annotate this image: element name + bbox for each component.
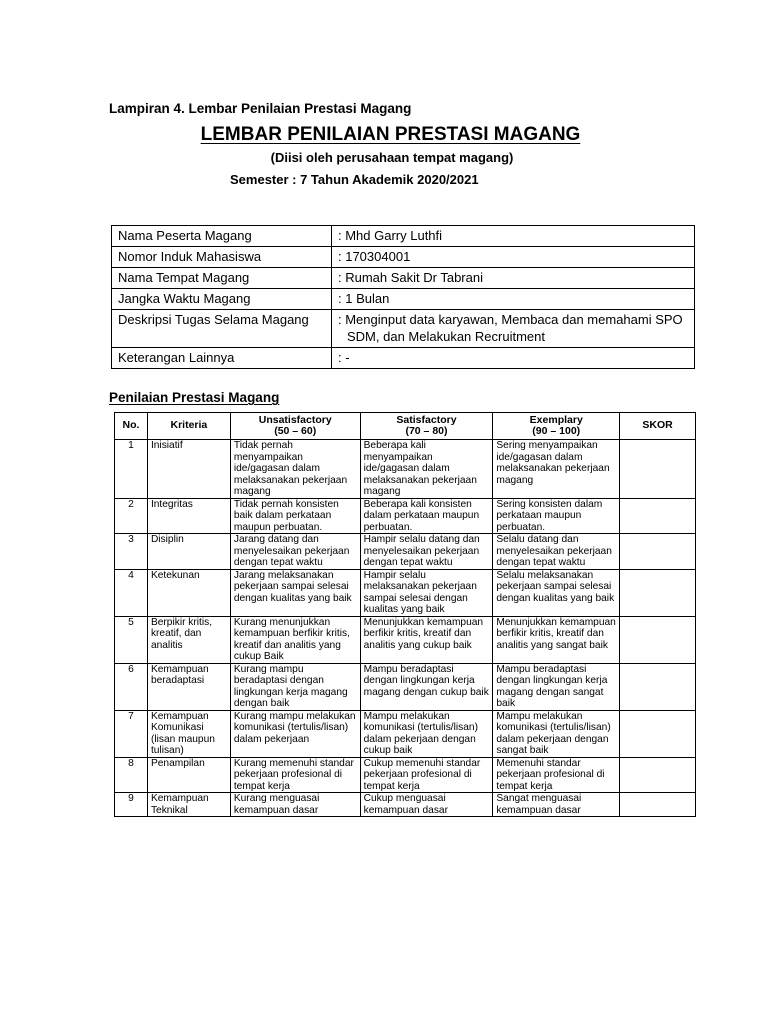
row-unsatisfactory: Kurang memenuhi standar pekerjaan profesional di tempat kerja [230,757,360,793]
header-satisfactory [360,413,493,440]
row-exemplary: Sering menyampaikan ide/gagasan dalam melaksanakan pekerjaan magang [493,440,620,499]
row-criteria: Integritas [147,498,230,534]
header-unsatisfactory-label: Unsatisfactory [258,413,332,426]
info-value [332,310,695,348]
row-satisfactory: Mampu melakukan komunikasi (tertulis/lisan) dalam pekerjaan dengan cukup baik [360,710,493,757]
row-criteria: Inisiatif [147,440,230,499]
table-row [115,440,696,499]
info-value-text: : Menginput data karyawan, Membaca dan memahami SPO SDM, dan Melakukan Recruitment [338,312,683,344]
table-row [115,569,696,616]
row-exemplary: Memenuhi standar pekerjaan profesional di tempat kerja [493,757,620,793]
row-criteria: Ketekunan [147,569,230,616]
header-score: SKOR [620,413,696,440]
row-unsatisfactory: Kurang mampu beradaptasi dengan lingkungan kerja magang dengan baik [230,663,360,710]
info-row-name [112,226,695,247]
row-criteria: Kemampuan beradaptasi [147,663,230,710]
info-row-duration [112,289,695,310]
info-value: : Rumah Sakit Dr Tabrani [332,268,695,289]
semester-line: Semester : 7 Tahun Akademik 2020/2021 [230,172,479,187]
row-number: 5 [115,616,148,663]
row-number: 3 [115,534,148,570]
info-label: Nomor Induk Mahasiswa [112,247,332,268]
info-row-notes [112,348,695,369]
row-unsatisfactory: Tidak pernah konsisten baik dalam perkataan maupun perbuatan. [230,498,360,534]
info-label: Nama Tempat Magang [112,268,332,289]
row-score-input[interactable] [620,663,696,710]
table-row [115,534,696,570]
row-score-input[interactable] [620,757,696,793]
document-subtitle-text: (Diisi oleh perusahaan tempat magang) [270,150,514,165]
row-number: 2 [115,498,148,534]
row-satisfactory: Beberapa kali menyampaikan ide/gagasan dalam melaksanakan pekerjaan magang [360,440,493,499]
row-criteria: Penampilan [147,757,230,793]
info-label: Jangka Waktu Magang [112,289,332,310]
appendix-label: Lampiran 4. Lembar Penilaian Prestasi Magang [109,101,412,116]
header-no: No. [115,413,148,440]
row-criteria: Disiplin [147,534,230,570]
row-score-input[interactable] [620,569,696,616]
row-criteria: Berpikir kritis, kreatif, dan analitis [147,616,230,663]
info-value: : 170304001 [332,247,695,268]
intern-info-table [111,225,695,369]
row-unsatisfactory: Jarang melaksanakan pekerjaan sampai selesai dengan kualitas yang baik [230,569,360,616]
row-satisfactory: Cukup memenuhi standar pekerjaan profesional di tempat kerja [360,757,493,793]
row-unsatisfactory: Kurang mampu melakukan komunikasi (tertulis/lisan) dalam pekerjaan [230,710,360,757]
document-subtitle [0,150,768,165]
row-exemplary: Mampu beradaptasi dengan lingkungan kerja magang dengan sangat baik [493,663,620,710]
row-criteria: Kemampuan Teknikal [147,793,230,817]
row-exemplary: Selalu datang dan menyelesaikan pekerjaan dengan tepat waktu [493,534,620,570]
table-row [115,710,696,757]
row-score-input[interactable] [620,440,696,499]
header-unsatisfactory [230,413,360,440]
info-value: : - [332,348,695,369]
row-exemplary: Mampu melakukan komunikasi (tertulis/lisan) dalam pekerjaan dengan sangat baik [493,710,620,757]
table-row [115,616,696,663]
row-number: 6 [115,663,148,710]
header-criteria: Kriteria [147,413,230,440]
row-satisfactory: Menunjukkan kemampuan berfikir kritis, kreatif dan analitis yang cukup baik [360,616,493,663]
table-row [115,498,696,534]
row-unsatisfactory: Tidak pernah menyampaikan ide/gagasan dalam melaksanakan pekerjaan magang [230,440,360,499]
row-satisfactory: Hampir selalu melaksanakan pekerjaan sampai selesai dengan kualitas yang baik [360,569,493,616]
row-score-input[interactable] [620,710,696,757]
row-number: 1 [115,440,148,499]
row-exemplary: Sering konsisten dalam perkataan maupun perbuatan. [493,498,620,534]
row-score-input[interactable] [620,534,696,570]
table-row [115,663,696,710]
row-exemplary: Selalu melaksanakan pekerjaan sampai selesai dengan kualitas yang baik [493,569,620,616]
header-satisfactory-label: Satisfactory [396,413,457,426]
row-number: 9 [115,793,148,817]
row-exemplary: Sangat menguasai kemampuan dasar [493,793,620,817]
document-title [0,124,768,146]
info-row-place [112,268,695,289]
row-exemplary: Menunjukkan kemampuan berfikir kritis, kreatif dan analitis yang sangat baik [493,616,620,663]
row-number: 7 [115,710,148,757]
info-row-student-id [112,247,695,268]
info-label: Deskripsi Tugas Selama Magang [112,310,332,348]
info-row-task-description [112,310,695,348]
row-number: 4 [115,569,148,616]
assessment-section-title: Penilaian Prestasi Magang [109,390,280,405]
row-number: 8 [115,757,148,793]
row-satisfactory: Cukup menguasai kemampuan dasar [360,793,493,817]
header-satisfactory-range: (70 – 80) [405,425,448,437]
row-score-input[interactable] [620,498,696,534]
row-unsatisfactory: Kurang menunjukkan kemampuan berfikir kritis, kreatif dan analitis yang cukup Baik [230,616,360,663]
header-exemplary-range: (90 – 100) [532,425,581,437]
info-value: : Mhd Garry Luthfi [332,226,695,247]
table-row [115,793,696,817]
document-title-text: LEMBAR PENILAIAN PRESTASI MAGANG [200,124,581,145]
row-satisfactory: Mampu beradaptasi dengan lingkungan kerja magang dengan cukup baik [360,663,493,710]
assessment-header-row [115,413,696,440]
info-label: Nama Peserta Magang [112,226,332,247]
row-unsatisfactory: Jarang datang dan menyelesaikan pekerjaan dengan tepat waktu [230,534,360,570]
header-unsatisfactory-range: (50 – 60) [274,425,317,437]
table-row [115,757,696,793]
row-criteria: Kemampuan Komunikasi (lisan maupun tulisan) [147,710,230,757]
header-exemplary [493,413,620,440]
assessment-table [114,412,696,817]
info-label: Keterangan Lainnya [112,348,332,369]
row-unsatisfactory: Kurang menguasai kemampuan dasar [230,793,360,817]
row-score-input[interactable] [620,793,696,817]
info-value: : 1 Bulan [332,289,695,310]
row-satisfactory: Beberapa kali konsisten dalam perkataan maupun perbuatan. [360,498,493,534]
row-satisfactory: Hampir selalu datang dan menyelesaikan pekerjaan dengan tepat waktu [360,534,493,570]
row-score-input[interactable] [620,616,696,663]
header-exemplary-label: Exemplary [529,413,583,426]
